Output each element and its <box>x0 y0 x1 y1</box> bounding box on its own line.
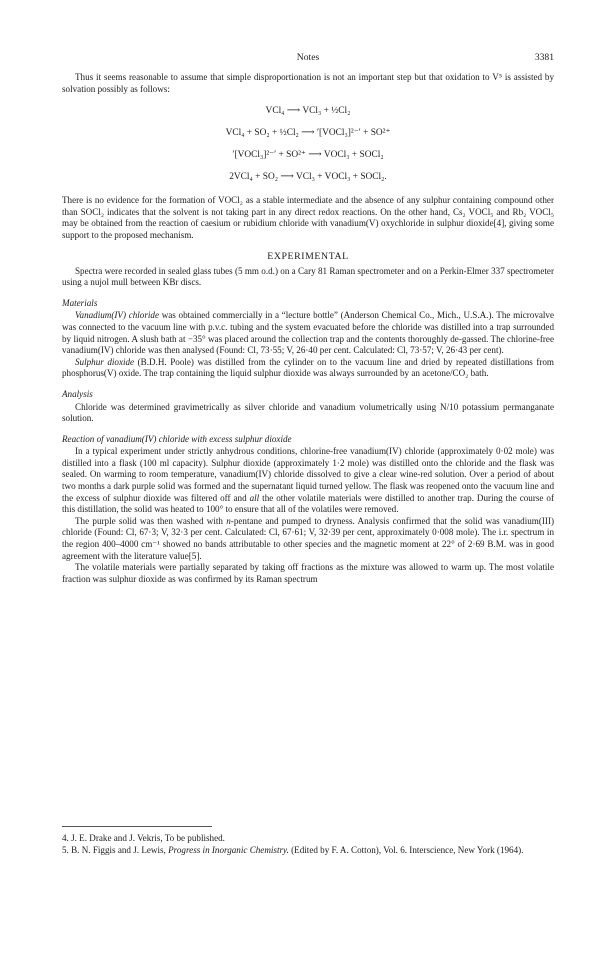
analysis-heading: Analysis <box>62 388 93 399</box>
reaction-p1-part-b: the other volatile materials were distilled to another trap. During the course of this distillation, the solid was heated to 100° to ensure that all of the volatiles were removed. <box>62 492 554 515</box>
materials-heading: Materials <box>62 297 98 308</box>
references <box>62 826 554 856</box>
reaction-heading: Reaction of vanadium(IV) chloride with excess sulphur dioxide <box>62 433 292 444</box>
reaction-p2-part-a: The purple solid was then washed with <box>75 515 227 526</box>
intro-paragraph: Thus it seems reasonable to assume that simple disproportionation is not an important step but that oxidation to V⁵ is assisted by solvation possibly as follows: <box>62 72 554 94</box>
footnote-rule <box>62 826 212 827</box>
reaction-p1-part-a: In a typical experiment under strictly anhydrous conditions, chlorine-free vanadium(IV) chloride (approximately 0·02 mole) was distilled into a flask (100 ml capacity). Sulphur dioxide (approximately 1·2 mole) was distilled onto the chloride and the flask was sealed. On warming to room temperature, vanadium(IV) chloride dissolved to give a clear wine-red solution. Over a period of about two months a dark purple solid was formed and the supernatant liquid turned yellow. The flask was reopened onto the vacuum line and the excess of sulphur dioxide was filtered off and <box>62 446 554 503</box>
page-body <box>62 52 554 585</box>
reaction-p2-italic-n: n <box>226 515 231 526</box>
reference-4: 4. J. E. Drake and J. Vekris, To be published. <box>62 833 225 843</box>
vcl4-text: was obtained commercially in a “lecture bottle” (Anderson Chemical Co., Mich., U.S.A.). The microvalve was connected to the vacuum line with p.v.c. tubing and the system evacuated before the chloride was distilled into a trap surrounded by liquid nitrogen. A slush bath at −35° was placed around the collection trap and the contents thoroughly de-gassed. The chlorine-free vanadium(IV) chloride was then analysed (Found: Cl, 73·55; V, 26·40 per cent. Calculated: Cl, 73·57; V, 26·43 per cent). <box>62 310 555 356</box>
reaction-p1-emphasis: all <box>249 492 260 503</box>
vcl4-label: Vanadium(IV) chloride <box>75 310 160 321</box>
reaction-paragraph-1 <box>62 446 554 516</box>
reaction-paragraph-3: The volatile materials were partially separated by taking off fractions as the mixture was allowed to warm up. The most volatile fraction was sulphur dioxide as was confirmed by its Raman spectrum <box>62 562 554 584</box>
experimental-heading: EXPERIMENTAL <box>267 250 349 262</box>
vcl4-paragraph <box>62 310 554 356</box>
discussion-paragraph: There is no evidence for the formation of VOCl₂ as a stable intermediate and the absence of any sulphur containing compound other than SOCl₂ indicates that the solvent is not taking part in any direct redox reactions. On the other hand, Cs₂ VOCl₅ and Rb₂ VOCl₅ may be obtained from the reaction of caesium or rubidium chloride with vanadium(V) oxychloride in sulphur dioxide[4], giving some support to the proposed mechanism. <box>62 195 554 240</box>
reaction-paragraph-2 <box>62 516 554 562</box>
equation-3: ′[VOCl₃]²⁻′ + SO²⁺ ⟶ VOCl₃ + SOCl₂ <box>232 150 384 161</box>
reference-5-authors: 5. B. N. Figgis and J. Lewis, <box>62 844 169 855</box>
reaction-p2-part-b: -pentane and pumped to dryness. Analysis confirmed that the solid was vanadium(III) chloride (Found: Cl, 67·3; V, 32·3 per cent. Calculated: Cl, 67·61; V, 32·39 per cent, approximately 0·008 mole). The i.r. spectrum in the region 400–4000 cm⁻¹ showed no bands attributable to other species and the magnetic moment at 22° of 2·69 B.M. was in good agreement with the literature value[5]. <box>62 515 554 561</box>
so2-label: Sulphur dioxide <box>75 356 135 367</box>
reference-5 <box>62 845 554 857</box>
page-number: 3381 <box>534 52 554 63</box>
journal-section: Notes <box>296 52 320 63</box>
reference-5-title: Progress in Inorganic Chemistry. <box>168 844 289 855</box>
so2-text: (B.D.H. Poole) was distilled from the cylinder on to the vacuum line and dried by repeated distillations from phosphorus(V) oxide. The trap containing the liquid sulphur dioxide was always surrounded by an acetone/CO₂ bath. <box>62 356 554 379</box>
equation-block <box>62 105 554 183</box>
reference-5-details: (Edited by F. A. Cotton), Vol. 6. Interscience, New York (1964). <box>288 844 524 855</box>
so2-paragraph <box>62 357 554 380</box>
running-header <box>62 52 554 72</box>
equation-2: VCl₄ + SO₂ + ½Cl₂ ⟶ ′[VOCl₃]²⁻′ + SO²⁺ <box>225 128 391 139</box>
equation-1: VCl₄ ⟶ VCl₃ + ½Cl₂ <box>265 106 351 117</box>
analysis-paragraph: Chloride was determined gravimetrically as silver chloride and vanadium volumetrically using N/10 potassium permanganate solution. <box>62 401 554 424</box>
equation-4: 2VCl₄ + SO₂ ⟶ VCl₃ + VOCl₃ + SOCl₂. <box>229 172 387 183</box>
spectra-paragraph: Spectra were recorded in sealed glass tubes (5 mm o.d.) on a Cary 81 Raman spectrometer and on a Perkin-Elmer 337 spectrometer using a nujol mull between KBr discs. <box>62 265 554 288</box>
